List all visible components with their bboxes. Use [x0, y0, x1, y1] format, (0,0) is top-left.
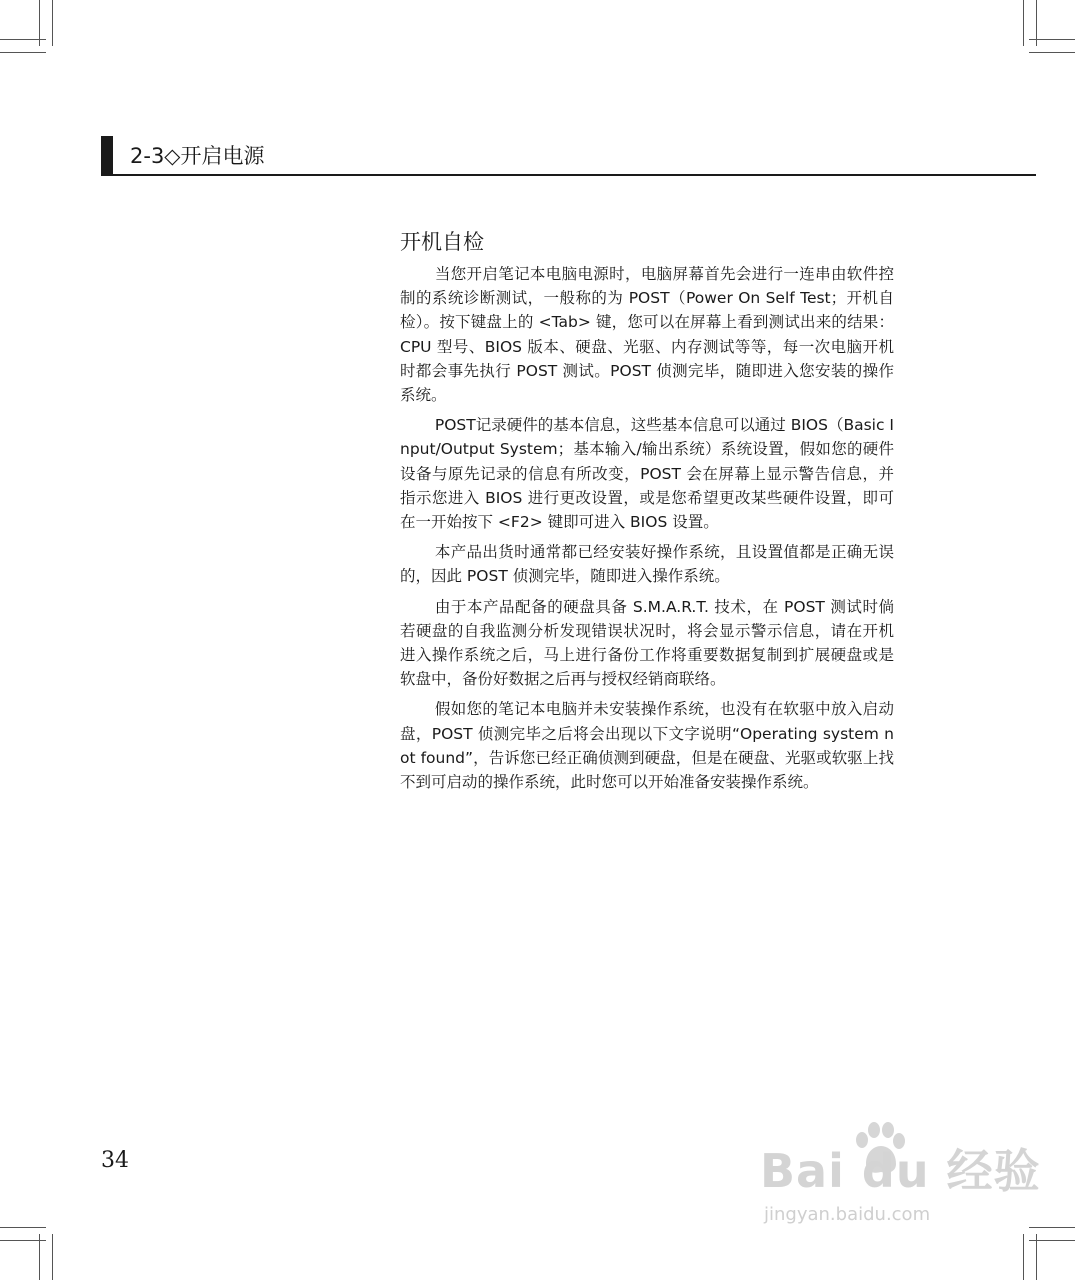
baidu-watermark	[760, 1120, 1041, 1240]
section-title: 开机自检	[400, 230, 484, 254]
header-marker-bar	[101, 136, 113, 176]
header-rule	[101, 174, 1036, 176]
page-number: 34	[101, 1148, 129, 1173]
crop-mark	[1029, 1227, 1075, 1228]
crop-mark	[52, 0, 53, 46]
crop-mark	[0, 52, 46, 53]
crop-mark	[1029, 1240, 1075, 1241]
watermark-logo: Bai du 经验	[760, 1144, 1041, 1198]
paragraph: POST记录硬件的基本信息，这些基本信息可以通过 BIOS（Basic Input/Output System；基本输入/输出系统）系统设置，假如您的硬件设备与原先记录的信息有所改变，POST 会在屏幕上显示警告信息，并指示您进入 BIOS 进行更改设置，或是您希望更改某些硬件设置，即可在一开始按下 <F2> 键即可进入 BIOS 设置。	[400, 416, 894, 532]
crop-mark	[0, 39, 46, 40]
main-content	[400, 228, 894, 800]
paragraph: 本产品出货时通常都已经安装好操作系统，且设置值都是正确无误的，因此 POST 侦测完毕，随即进入操作系统。	[400, 543, 894, 586]
crop-mark	[1029, 52, 1075, 53]
crop-mark	[0, 1227, 46, 1228]
paragraph: 由于本产品配备的硬盘具备 S.M.A.R.T. 技术，在 POST 测试时倘若硬盘的自我监测分析发现错误状况时，将会显示警示信息，请在开机进入操作系统之后，马上进行备份工作将重要数据复制到扩展硬盘或是软盘中，备份好数据之后再与授权经销商联络。	[400, 597, 894, 689]
crop-mark	[1029, 39, 1075, 40]
crop-mark	[0, 1240, 46, 1241]
paragraph: 当您开启笔记本电脑电源时，电脑屏幕首先会进行一连串由软件控制的系统诊断测试，一般称的为 POST（Power On Self Test；开机自检）。按下键盘上的 <Tab> 键，您可以在屏幕上看到测试出来的结果：CPU 型号、BIOS 版本、硬盘、光驱、内存测试等等，每一次电脑开机时都会事先执行 POST 测试。POST 侦测完毕，随即进入您安装的操作系统。	[400, 265, 894, 405]
crop-mark	[1023, 0, 1024, 46]
crop-mark	[1023, 1234, 1024, 1280]
chapter-title: 2-3◇开启电源	[130, 144, 265, 168]
paragraph: 假如您的笔记本电脑并未安装操作系统，也没有在软驱中放入启动盘，POST 侦测完毕之后将会出现以下文字说明“Operating system not found”，告诉您已经正确侦测到硬盘，但是在硬盘、光驱或软驱上找不到可启动的操作系统，此时您可以开始准备安装操作系统。	[400, 700, 894, 792]
crop-mark	[52, 1234, 53, 1280]
watermark-url: jingyan.baidu.com	[764, 1204, 931, 1225]
